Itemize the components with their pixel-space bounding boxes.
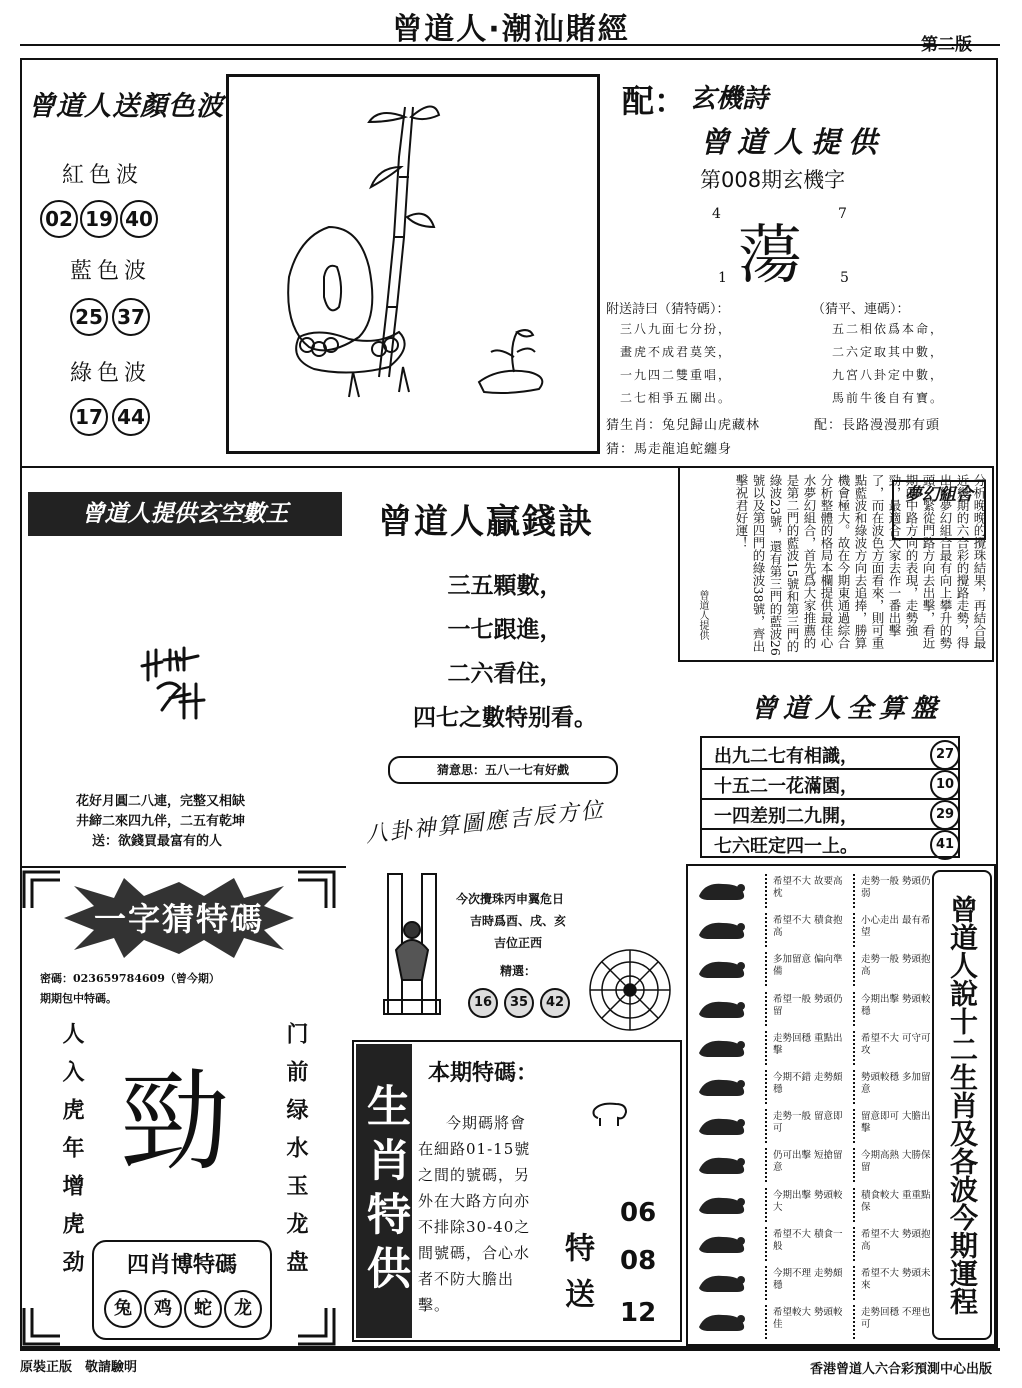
zodiac-outlook-2: 希望不大 勢頭未來 <box>861 1268 931 1291</box>
goat-icon <box>693 1150 753 1180</box>
winning-tips-lines <box>340 564 670 740</box>
full-calc-row-text: 一四差别二九開， <box>714 806 858 827</box>
zodiac-outlook-1: 希望不大 積食一般 <box>773 1228 843 1252</box>
mystic-number-banner: 曾道人提供玄空數王 <box>28 492 342 536</box>
four-zodiac-box <box>92 1240 272 1340</box>
zodiac-outlook-2: 留意即可 大膽出擊 <box>861 1111 931 1135</box>
zodiac-row-divider <box>853 874 857 908</box>
zodiac-special-text-line: 在細路01-15號 <box>418 1140 531 1158</box>
zodiac-outlook-2: 今期出擊 勢頭較穩 <box>861 993 931 1017</box>
zodiac-row-divider <box>765 992 769 1026</box>
zodiac-special-text-line: 間號碼，合心水 <box>418 1244 531 1262</box>
zodiac-row <box>693 911 933 949</box>
mystery-poem-provider: 曾道人提供 <box>700 125 886 159</box>
zodiac-row-divider <box>853 952 857 986</box>
zodiac-special-num: 12 <box>620 1298 657 1328</box>
mystery-pei-label: 配： <box>622 82 687 120</box>
red-ball-3: 40 <box>120 200 158 238</box>
green-ball-1: 17 <box>70 398 108 436</box>
section-rule-upper <box>20 466 684 468</box>
dream-combo-title: 夢幻組合 <box>892 480 986 540</box>
four-zodiac-item: 蛇 <box>184 1290 222 1328</box>
zodiac-outlook-1: 希望較大 勢頭較佳 <box>773 1307 843 1331</box>
bamboo-picture-frame <box>226 74 600 454</box>
bagua-line-2: 吉時爲酉、戌、亥 <box>470 914 567 928</box>
zodiac-row <box>693 1107 933 1145</box>
one-char-code-line-2: 期期包中特碼。 <box>40 992 117 1005</box>
zodiac-row-divider <box>853 1109 857 1143</box>
full-calc-banner: 曾道人全算盤 <box>750 694 943 724</box>
poem-right-line: 二六定取其中數， <box>832 345 945 359</box>
full-calc-table <box>700 736 960 858</box>
winning-tip-line: 三五顆數， <box>447 572 563 599</box>
bamboo-rock-illustration-icon <box>229 77 597 451</box>
zodiac-special-num: 06 <box>620 1198 657 1228</box>
dream-combo-text: 分析晚晚的攪珠結果，再結合最近幾期的六合彩的攪路走勢，得出的夢幻組合最有向上攀升的勢頭，緊從門路方向去出擊，看近期的中路方向的表現，走勢強勁，最適合大家去作一番出擊了，而在波色方面看來，則可重點藍波和綠波方向去追捧，勝算機會極大。故在今期東通過綜合分析整體的格局本欄提供最佳心水夢幻組合，首先爲大家推薦的是第二門的藍波15號和第三門的綠波23號，還有第三門的藍波26號以及第四門的綠波38號，齊出擊祝君好運！ <box>734 474 987 656</box>
zodiac-row <box>693 1264 933 1302</box>
zodiac-special-text-line: 外在大路方向亦 <box>418 1192 531 1210</box>
winning-tip-line: 一七跟進， <box>447 616 563 643</box>
guess-zodiac-line: 猜生肖：兔兒歸山虎藏林 <box>606 418 761 433</box>
zodiac-outlook-2: 希望不大 勢頭抱高 <box>861 1228 931 1252</box>
guess-line: 猜：馬走龍追蛇纏身 <box>606 442 733 457</box>
zodiac-outlook-2: 希望不大 可守可攻 <box>861 1032 931 1056</box>
full-calc-row-text: 出九二七有相識， <box>714 746 858 767</box>
zodiac-row-divider <box>853 1188 857 1222</box>
mystery-num-top-right: 7 <box>838 206 847 222</box>
poem-left-lines <box>620 318 732 410</box>
zodiac-special-side-title: 生肖特供 <box>356 1044 412 1338</box>
zodiac-outlook-1: 走勢一般 留意即可 <box>773 1111 843 1135</box>
zodiac-special-text-line: 不排除30-40之 <box>418 1218 531 1236</box>
zodiac-row-divider <box>853 1305 857 1339</box>
zodiac-outlook-2: 勢頭較穩 多加留意 <box>861 1072 931 1095</box>
dog-icon <box>693 1268 753 1298</box>
rooster-icon <box>693 1229 753 1259</box>
header-rule <box>20 44 1000 46</box>
zodiac-row-divider <box>853 913 857 947</box>
zodiac-row-divider <box>853 1266 857 1300</box>
zodiac-row-divider <box>853 992 857 1026</box>
bagua-pick-num: 16 <box>468 988 498 1018</box>
horse-icon <box>693 1111 753 1141</box>
blue-ball-2: 37 <box>112 298 150 336</box>
zodiac-outlook-1: 今期不錯 走勢頗穩 <box>773 1072 843 1095</box>
zodiac-row-divider <box>765 874 769 908</box>
zodiac-row <box>693 1029 933 1067</box>
dream-combo-signature: 曾道人提供 <box>697 590 708 640</box>
archer-horseman-icon <box>382 870 442 1020</box>
zodiac-outlook-2: 積食較大 重重點保 <box>861 1189 931 1213</box>
winning-tips-note: 猜意思：五八一七有好戲 <box>388 756 618 784</box>
bagua-pick-num: 42 <box>540 988 570 1018</box>
zodiac-row <box>693 1068 933 1106</box>
mystic-caption-line: 井締二來四九伴，二五有乾坤 <box>76 814 246 829</box>
dragon-icon <box>693 1033 753 1063</box>
edition-label: 第二版 <box>921 35 972 55</box>
one-char-right-column: 门前绿水玉龙盘 <box>283 1022 309 1288</box>
four-zodiac-item: 鸡 <box>144 1290 182 1328</box>
zodiac-special-text-line: 者不防大膽出 <box>418 1270 515 1288</box>
zodiac-row <box>693 990 933 1028</box>
ox-icon <box>693 915 753 945</box>
pei-line: 配：長路漫漫那有頭 <box>814 418 941 433</box>
color-wave-banner: 曾道人送顏色波 <box>28 91 224 122</box>
tiger-icon <box>693 954 753 984</box>
mystery-issue-label: 第008期玄機字 <box>700 168 846 192</box>
mystic-glyph-icon <box>140 640 220 720</box>
mystery-poem-title: 玄機詩 <box>690 84 769 114</box>
poem-right-line: 五二相依爲本命， <box>832 322 945 336</box>
zodiac-outlook-1: 希望不大 故要高枕 <box>773 876 843 899</box>
zodiac-special-send-label: 特送 <box>559 1232 594 1324</box>
footer-rule <box>20 1348 1000 1351</box>
zodiac-row <box>693 1303 933 1341</box>
zodiac-outlook-1: 今期出擊 勢頭較大 <box>773 1189 843 1213</box>
poem-left-heading: 附送詩曰（猜特碼）： <box>606 302 730 317</box>
pig-icon <box>693 1307 753 1337</box>
green-wave-label: 綠色波 <box>70 361 152 386</box>
zodiac-row-divider <box>853 1227 857 1261</box>
zodiac-row-divider <box>765 1148 769 1182</box>
zodiac-row-divider <box>765 1266 769 1300</box>
poem-right-lines <box>832 318 944 410</box>
zodiac-row <box>693 1225 933 1263</box>
zodiac-row <box>693 872 933 910</box>
zodiac-outlook-1: 今期不理 走勢頗穩 <box>773 1268 843 1291</box>
zodiac-row-divider <box>765 952 769 986</box>
mystery-num-bottom-right: 5 <box>840 270 849 286</box>
zodiac-row-divider <box>765 913 769 947</box>
monkey-icon <box>693 1190 753 1220</box>
poem-right-line: 九宮八卦定中數， <box>832 368 945 382</box>
zodiac-row <box>693 950 933 988</box>
poem-left-line: 一九四二雙重唱， <box>620 368 733 382</box>
zodiac-row-divider <box>853 1070 857 1104</box>
bagua-line-3: 吉位正西 <box>494 936 543 950</box>
zodiac-outlook-1: 多加留意 偏向準備 <box>773 954 843 978</box>
bagua-pick-num: 35 <box>504 988 534 1018</box>
zodiac-outlook-2: 今期高熱 大勝保留 <box>861 1150 931 1174</box>
full-calc-num: 10 <box>930 770 960 800</box>
page-title: 曾道人·潮汕賭經 <box>392 12 630 47</box>
mystic-caption-line: 花好月圓二八連，完整又相缺 <box>76 794 246 809</box>
red-ball-1: 02 <box>40 200 78 238</box>
poem-left-line: 畫虎不成君莫笑， <box>620 345 733 359</box>
zodiac-outlook-1: 希望不大 積食抱高 <box>773 915 843 939</box>
zodiac-outlook-2: 走勢回穩 不理也可 <box>861 1307 931 1331</box>
mystery-num-top-left: 4 <box>712 206 721 222</box>
mystery-character: 蕩 <box>738 219 802 293</box>
bagua-title: 八卦神算圖應吉辰方位 <box>364 797 606 848</box>
mystery-num-bottom-left: 1 <box>718 270 727 286</box>
poem-right-line: 馬前牛後自有寶。 <box>832 391 945 405</box>
zodiac-row-divider <box>765 1188 769 1222</box>
mystic-caption-line: 送：欲錢買最富有的人 <box>92 834 223 849</box>
full-calc-divider <box>702 828 958 830</box>
full-calc-row-text: 七六旺定四一上。 <box>714 836 858 857</box>
zodiac-special-text-line: 今期碼將會 <box>446 1114 527 1132</box>
four-zodiac-item: 龙 <box>224 1290 262 1328</box>
zodiac-row <box>693 1186 933 1224</box>
full-calc-divider <box>702 768 958 770</box>
poem-right-heading: （猜平、連碼）： <box>812 302 910 317</box>
zodiac-special-text-line: 之間的號碼，另 <box>418 1166 531 1184</box>
winning-tips-banner: 曾道人贏錢訣 <box>378 502 594 542</box>
one-char-left-column: 人入虎年增虎劲 <box>59 1022 85 1288</box>
zodiac-special-text-line: 擊。 <box>418 1296 451 1314</box>
green-ball-2: 44 <box>112 398 150 436</box>
zodiac-row-divider <box>765 1070 769 1104</box>
zodiac-row-divider <box>853 1031 857 1065</box>
rabbit-icon <box>693 994 753 1024</box>
zodiac-row-divider <box>765 1227 769 1261</box>
snake-icon <box>693 1072 753 1102</box>
ox-small-icon <box>590 1098 630 1128</box>
zodiac-outlook-1: 仍可出擊 短搶留意 <box>773 1150 843 1174</box>
winning-tip-line: 四七之數特别看。 <box>413 704 597 731</box>
zodiac-outlook-1: 希望一般 勢頭仍留 <box>773 993 843 1017</box>
poem-left-line: 二七相爭五關出。 <box>620 391 733 405</box>
blue-ball-1: 25 <box>70 298 108 336</box>
bagua-wheel-icon <box>588 948 672 1032</box>
zodiac-outlook-2: 走勢一般 勢頭抱高 <box>861 954 931 978</box>
zodiac-row-divider <box>765 1031 769 1065</box>
footer-right: 香港曾道人六合彩預測中心出版 <box>809 1362 992 1377</box>
rat-icon <box>693 876 753 906</box>
footer-left: 原裝正版 敬請驗明 <box>20 1360 138 1375</box>
four-zodiac-title: 四肖博特碼 <box>126 1253 237 1278</box>
zodiac-row-divider <box>765 1109 769 1143</box>
one-char-banner: 一字猜特碼 <box>93 900 264 938</box>
zodiac-row-divider <box>765 1305 769 1339</box>
full-calc-divider <box>702 798 958 800</box>
full-calc-row-text: 十五二一花滿園， <box>714 776 858 797</box>
winning-tip-line: 二六看住， <box>447 660 563 687</box>
zodiac-special-num: 08 <box>620 1246 657 1276</box>
zodiac-outlook-1: 走勢回穩 重點出擊 <box>773 1032 843 1056</box>
zodiac-row <box>693 1146 933 1184</box>
one-char-code-line: 密碼：023659784609（曾今期） <box>40 972 220 985</box>
zodiac-special-text <box>418 1110 530 1318</box>
zodiac-outlook-2: 小心走出 最有希望 <box>861 915 931 939</box>
bagua-line-1: 今次攪珠丙申翼危日 <box>456 892 565 906</box>
mystic-caption <box>76 792 245 852</box>
red-ball-2: 19 <box>80 200 118 238</box>
zodiac-row-divider <box>853 1148 857 1182</box>
one-char-big-character: 勁 <box>120 1058 230 1186</box>
twelve-zodiac-side-title: 曾道人說十二生肖及各波今期運程 <box>946 895 979 1315</box>
zodiac-special-head: 本期特碼： <box>428 1061 539 1086</box>
red-wave-label: 紅色波 <box>62 163 144 188</box>
bagua-pick-label: 精選： <box>500 964 537 978</box>
full-calc-num: 29 <box>930 800 960 830</box>
blue-wave-label: 藍色波 <box>70 259 152 284</box>
full-calc-num: 27 <box>930 740 960 770</box>
poem-left-line: 三八九面七分扮， <box>620 322 733 336</box>
zodiac-outlook-2: 走勢一般 勢頭仍弱 <box>861 876 931 899</box>
four-zodiac-item: 兔 <box>104 1290 142 1328</box>
full-calc-num: 41 <box>930 830 960 860</box>
